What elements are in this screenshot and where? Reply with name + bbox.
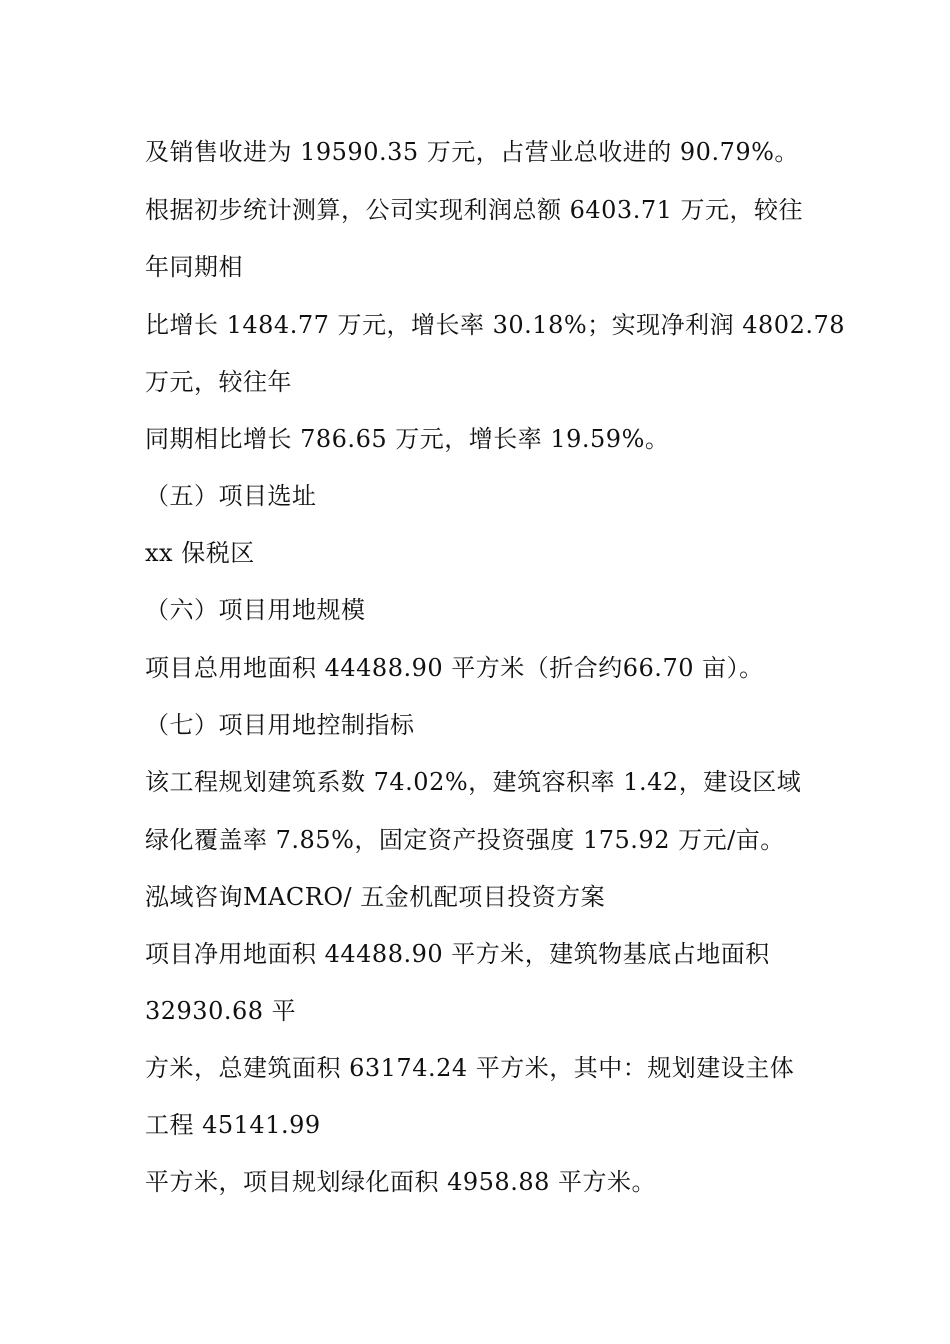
text-line: xx 保税区 (145, 539, 255, 567)
text-line: 工程 45141.99 (145, 1111, 321, 1139)
text-line: 年同期相 (145, 253, 243, 281)
text-line: 方米，总建筑面积 63174.24 平方米，其中：规划建设主体 (145, 1054, 795, 1082)
text-line: 项目净用地面积 44488.90 平方米，建筑物基底占地面积 (145, 940, 770, 968)
text-line: 根据初步统计测算，公司实现利润总额 6403.71 万元，较往 (145, 196, 804, 224)
text-line: 该工程规划建筑系数 74.02%，建筑容积率 1.42，建设区域 (145, 768, 802, 796)
page-running-header: 泓域咨询MACRO/ 五金机配项目投资方案 (145, 883, 606, 911)
section-heading: （六）项目用地规模 (145, 596, 366, 624)
text-line: 平方米，项目规划绿化面积 4958.88 平方米。 (145, 1168, 657, 1196)
text-line: 万元，较往年 (145, 368, 292, 396)
text-line: 同期相比增长 786.65 万元，增长率 19.59%。 (145, 425, 670, 453)
section-heading: （五）项目选址 (145, 482, 317, 510)
section-heading: （七）项目用地控制指标 (145, 711, 415, 739)
text-line: 绿化覆盖率 7.85%，固定资产投资强度 175.92 万元/亩。 (145, 826, 785, 854)
text-line: 比增长 1484.77 万元，增长率 30.18%；实现净利润 4802.78 (145, 311, 846, 339)
text-line: 32930.68 平 (145, 997, 297, 1025)
text-line: 项目总用地面积 44488.90 平方米（折合约66.70 亩）。 (145, 654, 764, 682)
text-line: 及销售收进为 19590.35 万元，占营业总收进的 90.79%。 (145, 138, 799, 166)
